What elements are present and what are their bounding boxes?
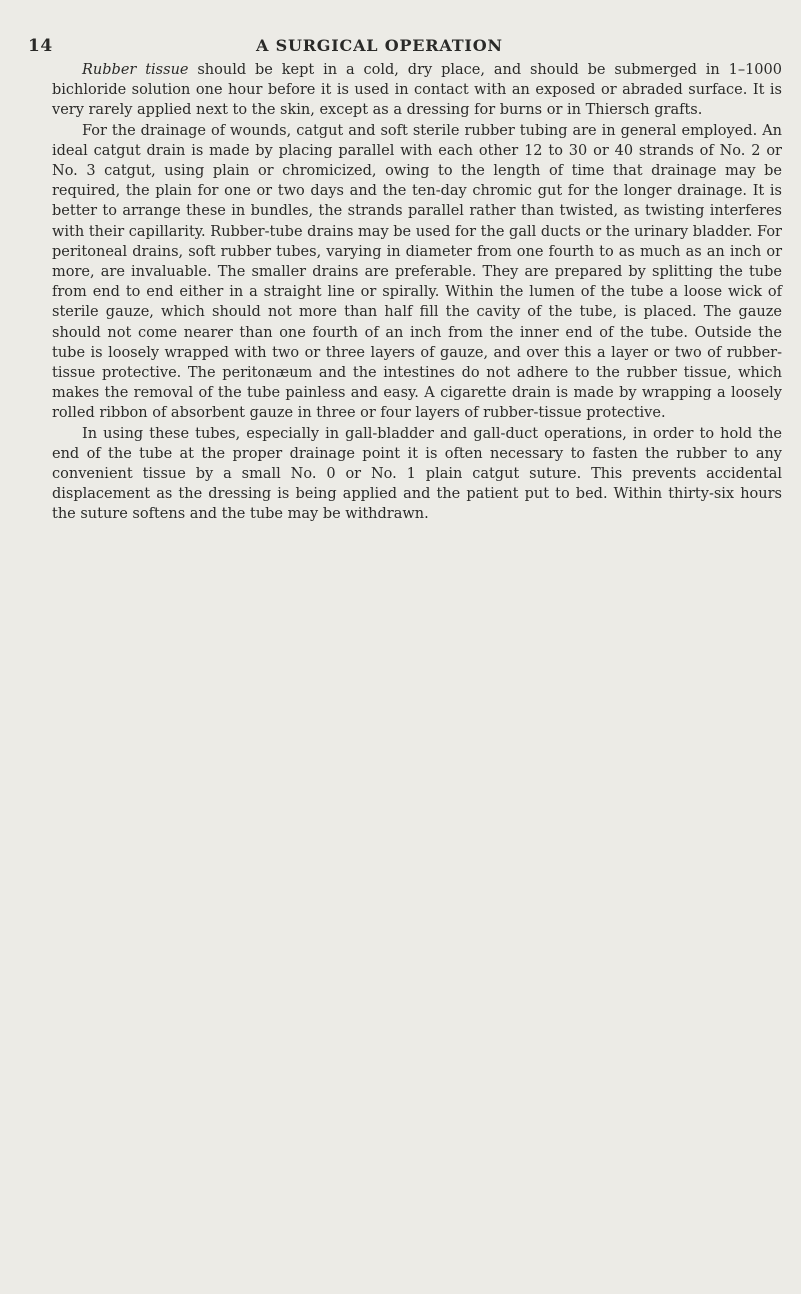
page-number: 14 bbox=[28, 36, 53, 56]
page-header bbox=[28, 36, 718, 60]
paragraph-text: In using these tubes, especially in gall-bladder and gall-duct operations, in order to hold the end of the tube at the proper drainage point it is often necessary to fasten the rubber to any convenient tissue by a small No. 0 or No. 1 plain catgut suture. This prevents accidental displacement as the dressing is being applied and the patient put to bed. Within thirty-six hours the suture softens and the tube may be withdrawn. bbox=[52, 425, 782, 523]
body-text bbox=[52, 60, 782, 525]
paragraph bbox=[52, 424, 782, 525]
paragraph bbox=[52, 60, 782, 121]
paragraph-text: should be kept in a cold, dry place, and should be submerged in 1–1000 bichloride solution one hour before it is used in contact with an exposed or abraded surface. It is very rarely applied next to the skin, except as a dressing for burns or in Thiersch grafts. bbox=[52, 62, 782, 119]
paragraph-lead: Rubber tissue bbox=[82, 62, 189, 78]
running-head: A SURGICAL OPERATION bbox=[256, 36, 503, 55]
paragraph bbox=[52, 121, 782, 424]
paragraph-text: For the drainage of wounds, catgut and soft sterile rubber tubing are in general employed. An ideal catgut drain is made by placing parallel with each other 12 to 30 or 40 strands of No. 2 or No. 3 catgut, using plain or chromicized, owing to the length of time that drainage may be required, the plain for one or two days and the ten-day chromic gut for the longer drainage. It is better to arrange these in bundles, the strands parallel rather than twisted, as twisting interferes with their capillarity. Rubber-tube drains may be used for the gall ducts or the urinary bladder. For peritoneal drains, soft rubber tubes, varying in diameter from one fourth to as much as an inch or more, are invaluable. The smaller drains are preferable. They are prepared by splitting the tube from end to end either in a straight line or spirally. Within the lumen of the tube a loose wick of sterile gauze, which should not more than half fill the cavity of the tube, is placed. The gauze should not come nearer than one fourth of an inch from the inner end of the tube. Outside the tube is loosely wrapped with two or three layers of gauze, and over this a layer or two of rubber-tissue protective. The peritonæum and the intestines do not adhere to the rubber tissue, which makes the removal of the tube painless and easy. A cigarette drain is made by wrapping a loosely rolled ribbon of absorbent gauze in three or four layers of rubber-tissue protective. bbox=[52, 122, 782, 422]
